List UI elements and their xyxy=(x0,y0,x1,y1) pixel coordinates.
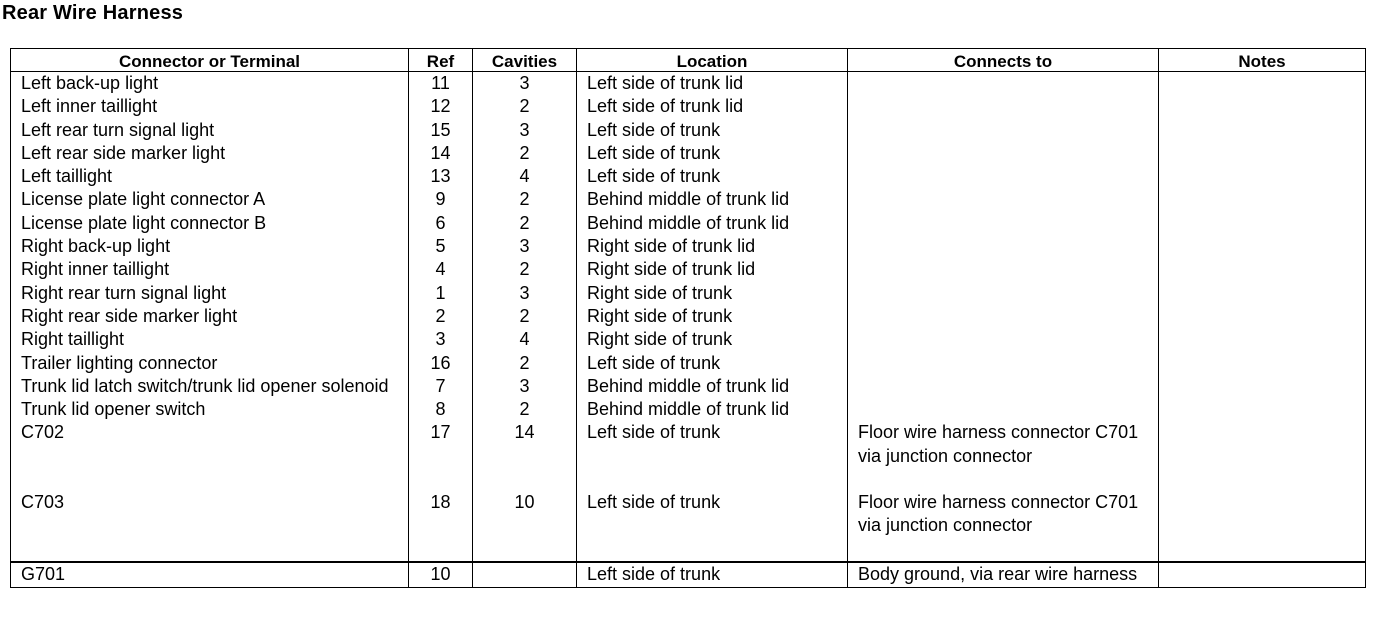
table-row xyxy=(11,235,1366,258)
cell-notes xyxy=(1159,375,1366,398)
cell-connects-to: Floor wire harness connector C701 via junction connector xyxy=(848,421,1159,491)
table-row xyxy=(11,352,1366,375)
cell-notes xyxy=(1159,212,1366,235)
cell-connector: Right taillight xyxy=(11,328,409,351)
header-notes: Notes xyxy=(1159,49,1366,72)
table-row xyxy=(11,305,1366,328)
cell-connects-to xyxy=(848,95,1159,118)
cell-notes xyxy=(1159,562,1366,588)
cell-notes xyxy=(1159,421,1366,491)
cell-notes xyxy=(1159,95,1366,118)
cell-cavities: 2 xyxy=(473,258,577,281)
cell-connects-to xyxy=(848,188,1159,211)
cell-ref: 17 xyxy=(409,421,473,491)
cell-location: Right side of trunk xyxy=(577,282,848,305)
cell-connects-to xyxy=(848,258,1159,281)
cell-cavities: 2 xyxy=(473,188,577,211)
cell-notes xyxy=(1159,328,1366,351)
cell-location: Left side of trunk xyxy=(577,562,848,588)
cell-ref: 13 xyxy=(409,165,473,188)
cell-connector: License plate light connector A xyxy=(11,188,409,211)
cell-location: Right side of trunk xyxy=(577,305,848,328)
header-ref: Ref xyxy=(409,49,473,72)
cell-cavities: 2 xyxy=(473,142,577,165)
cell-cavities: 4 xyxy=(473,328,577,351)
table-row xyxy=(11,212,1366,235)
cell-connector: Left rear turn signal light xyxy=(11,119,409,142)
table-row xyxy=(11,328,1366,351)
cell-notes xyxy=(1159,142,1366,165)
cell-location: Right side of trunk lid xyxy=(577,258,848,281)
cell-ref: 2 xyxy=(409,305,473,328)
cell-location: Behind middle of trunk lid xyxy=(577,212,848,235)
table-row xyxy=(11,375,1366,398)
table-row xyxy=(11,142,1366,165)
cell-connects-to: Body ground, via rear wire harness xyxy=(848,562,1159,588)
cell-ref: 3 xyxy=(409,328,473,351)
rear-wire-harness-table xyxy=(10,48,1366,588)
cell-notes xyxy=(1159,491,1366,562)
cell-cavities: 3 xyxy=(473,119,577,142)
table-row xyxy=(11,119,1366,142)
table-row xyxy=(11,188,1366,211)
cell-connects-to xyxy=(848,119,1159,142)
cell-cavities: 2 xyxy=(473,352,577,375)
cell-connects-to xyxy=(848,142,1159,165)
cell-cavities: 3 xyxy=(473,282,577,305)
cell-ref: 14 xyxy=(409,142,473,165)
cell-connects-to xyxy=(848,165,1159,188)
cell-location: Left side of trunk xyxy=(577,165,848,188)
cell-location: Left side of trunk lid xyxy=(577,95,848,118)
cell-cavities: 3 xyxy=(473,375,577,398)
cell-notes xyxy=(1159,188,1366,211)
cell-notes xyxy=(1159,235,1366,258)
header-connector: Connector or Terminal xyxy=(11,49,409,72)
cell-ref: 4 xyxy=(409,258,473,281)
table-row xyxy=(11,95,1366,118)
cell-connector: Left rear side marker light xyxy=(11,142,409,165)
cell-cavities: 2 xyxy=(473,95,577,118)
cell-connects-to xyxy=(848,375,1159,398)
cell-notes xyxy=(1159,119,1366,142)
cell-ref: 11 xyxy=(409,72,473,96)
cell-location: Behind middle of trunk lid xyxy=(577,398,848,421)
cell-connector: Left inner taillight xyxy=(11,95,409,118)
cell-connector: Left back-up light xyxy=(11,72,409,96)
cell-connects-to xyxy=(848,282,1159,305)
cell-location: Left side of trunk xyxy=(577,119,848,142)
cell-cavities: 3 xyxy=(473,235,577,258)
cell-ref: 12 xyxy=(409,95,473,118)
table-body xyxy=(11,72,1366,588)
header-cavities: Cavities xyxy=(473,49,577,72)
cell-notes xyxy=(1159,352,1366,375)
cell-ref: 10 xyxy=(409,562,473,588)
page-title: Rear Wire Harness xyxy=(2,2,184,24)
cell-location: Left side of trunk xyxy=(577,352,848,375)
cell-ref: 15 xyxy=(409,119,473,142)
cell-ref: 8 xyxy=(409,398,473,421)
header-location: Location xyxy=(577,49,848,72)
cell-connects-to xyxy=(848,305,1159,328)
cell-connector: C703 xyxy=(11,491,409,562)
cell-cavities: 2 xyxy=(473,398,577,421)
cell-connects-to xyxy=(848,212,1159,235)
cell-ref: 9 xyxy=(409,188,473,211)
cell-connector: C702 xyxy=(11,421,409,491)
cell-ref: 5 xyxy=(409,235,473,258)
cell-location: Left side of trunk xyxy=(577,491,848,562)
cell-notes xyxy=(1159,398,1366,421)
cell-ref: 6 xyxy=(409,212,473,235)
cell-cavities: 2 xyxy=(473,305,577,328)
cell-connector: Right rear turn signal light xyxy=(11,282,409,305)
cell-cavities: 3 xyxy=(473,72,577,96)
cell-connector: License plate light connector B xyxy=(11,212,409,235)
cell-cavities: 14 xyxy=(473,421,577,491)
cell-connector: Right back-up light xyxy=(11,235,409,258)
cell-location: Right side of trunk xyxy=(577,328,848,351)
cell-notes xyxy=(1159,305,1366,328)
cell-location: Right side of trunk lid xyxy=(577,235,848,258)
cell-connects-to xyxy=(848,398,1159,421)
table-row xyxy=(11,491,1366,562)
cell-ref: 16 xyxy=(409,352,473,375)
cell-notes xyxy=(1159,282,1366,305)
cell-cavities: 10 xyxy=(473,491,577,562)
cell-location: Left side of trunk xyxy=(577,421,848,491)
table-row xyxy=(11,562,1366,588)
cell-connects-to: Floor wire harness connector C701 via junction connector xyxy=(848,491,1159,562)
table-row xyxy=(11,398,1366,421)
cell-cavities xyxy=(473,562,577,588)
table-row xyxy=(11,165,1366,188)
cell-ref: 18 xyxy=(409,491,473,562)
cell-connector: Right rear side marker light xyxy=(11,305,409,328)
table-row xyxy=(11,421,1366,491)
cell-location: Left side of trunk xyxy=(577,142,848,165)
cell-connector: G701 xyxy=(11,562,409,588)
table-row xyxy=(11,258,1366,281)
cell-connector: Left taillight xyxy=(11,165,409,188)
cell-connector: Trunk lid latch switch/trunk lid opener solenoid xyxy=(11,375,409,398)
cell-location: Behind middle of trunk lid xyxy=(577,375,848,398)
cell-connects-to xyxy=(848,328,1159,351)
cell-ref: 1 xyxy=(409,282,473,305)
cell-location: Behind middle of trunk lid xyxy=(577,188,848,211)
table-row xyxy=(11,72,1366,96)
cell-connector: Trunk lid opener switch xyxy=(11,398,409,421)
table-row xyxy=(11,282,1366,305)
cell-notes xyxy=(1159,72,1366,96)
cell-notes xyxy=(1159,165,1366,188)
cell-connects-to xyxy=(848,352,1159,375)
cell-connects-to xyxy=(848,235,1159,258)
header-connects-to: Connects to xyxy=(848,49,1159,72)
cell-cavities: 2 xyxy=(473,212,577,235)
cell-connects-to xyxy=(848,72,1159,96)
cell-ref: 7 xyxy=(409,375,473,398)
cell-cavities: 4 xyxy=(473,165,577,188)
cell-connector: Trailer lighting connector xyxy=(11,352,409,375)
cell-notes xyxy=(1159,258,1366,281)
table-header-row xyxy=(11,49,1366,72)
cell-connector: Right inner taillight xyxy=(11,258,409,281)
cell-location: Left side of trunk lid xyxy=(577,72,848,96)
